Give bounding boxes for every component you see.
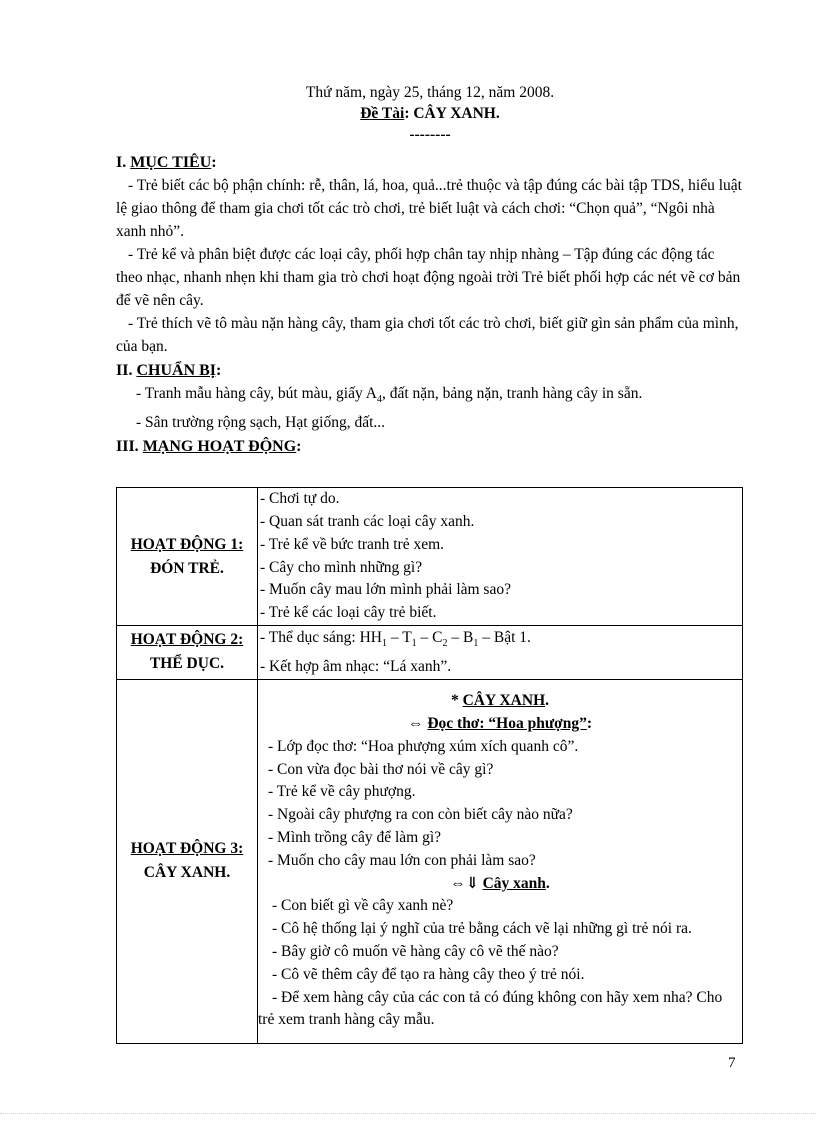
separator: -------- bbox=[409, 126, 451, 143]
date-line: Thứ năm, ngày 25, tháng 12, năm 2008. bbox=[305, 84, 555, 101]
activity-2-content bbox=[258, 626, 743, 680]
list-item: - Trẻ kể các loại cây trẻ biết. bbox=[260, 604, 437, 622]
activity-1-content bbox=[258, 488, 743, 626]
objective-paragraph: - Trẻ biết các bộ phận chính: rễ, thân, lá, hoa, quả...trẻ thuộc và tập đúng các bài tập TDS, hiểu luật lệ giao thông để tham gia chơi tốt các trò chơi, trẻ biết luật và cách chơi: “Chọn quả”, “Ngôi nhà xanh nhỏ”. bbox=[116, 177, 742, 240]
section-2-heading bbox=[116, 360, 744, 382]
list-item: - Con biết gì về cây xanh nè? bbox=[272, 897, 454, 915]
section-colon: : bbox=[216, 362, 222, 379]
page-number: 7 bbox=[728, 1055, 736, 1071]
list-item: - Quan sát tranh các loại cây xanh. bbox=[260, 512, 475, 530]
section-colon: : bbox=[296, 438, 302, 456]
section-number: II. bbox=[116, 362, 137, 379]
document-page bbox=[116, 82, 744, 458]
list-item: - Lớp đọc thơ: “Hoa phượng xúm xích quanh cô”. bbox=[268, 737, 579, 755]
activity-3-content bbox=[258, 679, 743, 1043]
topic-name: : CÂY XANH. bbox=[404, 105, 500, 122]
subsection-tree-heading: ⇔⇓ Cây xanh. bbox=[450, 874, 550, 892]
section-3-heading bbox=[116, 436, 744, 458]
section-number: III. bbox=[116, 438, 143, 456]
list-item: - Muốn cho cây mau lớn con phải làm sao? bbox=[268, 851, 536, 869]
list-item: - Kết hợp âm nhạc: “Lá xanh”. bbox=[260, 657, 452, 675]
list-item: - Cô hệ thống lại ý nghĩ của trẻ bằng cách vẽ lại những gì trẻ nói ra. bbox=[272, 920, 692, 938]
objective-paragraph: - Trẻ thích vẽ tô màu nặn hàng cây, tham gia chơi tốt các trò chơi, biết giữ gìn sản phẩm của mình, của bạn. bbox=[116, 315, 739, 355]
list-item: - Muốn cây mau lớn mình phải làm sao? bbox=[260, 581, 511, 599]
list-item: - Mình trồng cây để làm gì? bbox=[268, 828, 442, 846]
activity-row-1 bbox=[117, 488, 743, 626]
list-item: - Cây cho mình những gì? bbox=[260, 558, 423, 576]
activity-2-label: HOẠT ĐỘNG 2: THỂ DỤC. bbox=[117, 626, 258, 680]
section-number: I. bbox=[116, 154, 131, 171]
list-item: - Con vừa đọc bài thơ nói về cây gì? bbox=[268, 760, 494, 778]
list-item: - Thể dục sáng: $HH_1 - T_1 - C_2 - B_1$ – Bật 1. bbox=[260, 629, 531, 650]
activity-row-3 bbox=[117, 679, 743, 1043]
section-title: MỤC TIÊU bbox=[130, 154, 212, 171]
preparation-item: - Tranh mẫu hàng cây, bút màu, giấy $A_4$, đất nặn, bảng nặn, tranh hàng cây in sẵn. bbox=[136, 385, 643, 406]
list-item: - Để xem hàng cây của các con tả có đúng không con hãy xem nha? Cho trẻ xem tranh hàng cây mẫu. bbox=[258, 988, 723, 1029]
section-title: CHUẨN BỊ bbox=[136, 362, 217, 379]
list-item: - Chơi tự do. bbox=[260, 490, 340, 508]
footer-divider bbox=[0, 1113, 816, 1114]
list-item: - Ngoài cây phượng ra con còn biết cây nào nữa? bbox=[268, 806, 573, 824]
activity-1-label: HOẠT ĐỘNG 1: ĐÓN TRẺ. bbox=[117, 488, 258, 626]
list-item: - Cô vẽ thêm cây để tạo ra hàng cây theo ý trẻ nói. bbox=[272, 965, 585, 983]
list-item: - Bây giờ cô muốn vẽ hàng cây cô vẽ thế nào? bbox=[272, 942, 559, 960]
section-colon: : bbox=[211, 154, 217, 171]
activity-3-heading: * CÂY XANH. bbox=[450, 692, 550, 710]
objective-paragraph: - Trẻ kể và phân biệt được các loại cây, phối hợp chân tay nhịp nhàng – Tập đúng các động tác theo nhạc, nhanh nhẹn khi tham gia trò chơi hoạt động ngoài trời Trẻ biết phối hợp các nét vẽ cơ bản để vẽ nên cây. bbox=[116, 246, 741, 309]
document-header bbox=[116, 82, 744, 145]
activity-table bbox=[116, 487, 743, 1044]
section-1-heading bbox=[116, 152, 744, 174]
topic-line bbox=[116, 103, 744, 124]
list-item: - Trẻ kể về bức tranh trẻ xem. bbox=[260, 535, 445, 553]
preparation-item: - Sân trường rộng sạch, Hạt giống, đất... bbox=[136, 414, 386, 432]
topic-prefix: Đề Tài bbox=[360, 105, 405, 122]
activity-row-2 bbox=[117, 626, 743, 680]
section-title: MẠNG HOẠT ĐỘNG bbox=[142, 438, 297, 456]
subsection-poem-heading: ⇔ Đọc thơ: “Hoa phượng”: bbox=[407, 715, 593, 732]
list-item: - Trẻ kể về cây phượng. bbox=[268, 783, 416, 801]
double-arrow-icon: ⇔ bbox=[407, 715, 428, 732]
arrows-icon: ⇔⇓ bbox=[450, 874, 483, 892]
activity-3-label: HOẠT ĐỘNG 3: CÂY XANH. bbox=[117, 679, 258, 1043]
